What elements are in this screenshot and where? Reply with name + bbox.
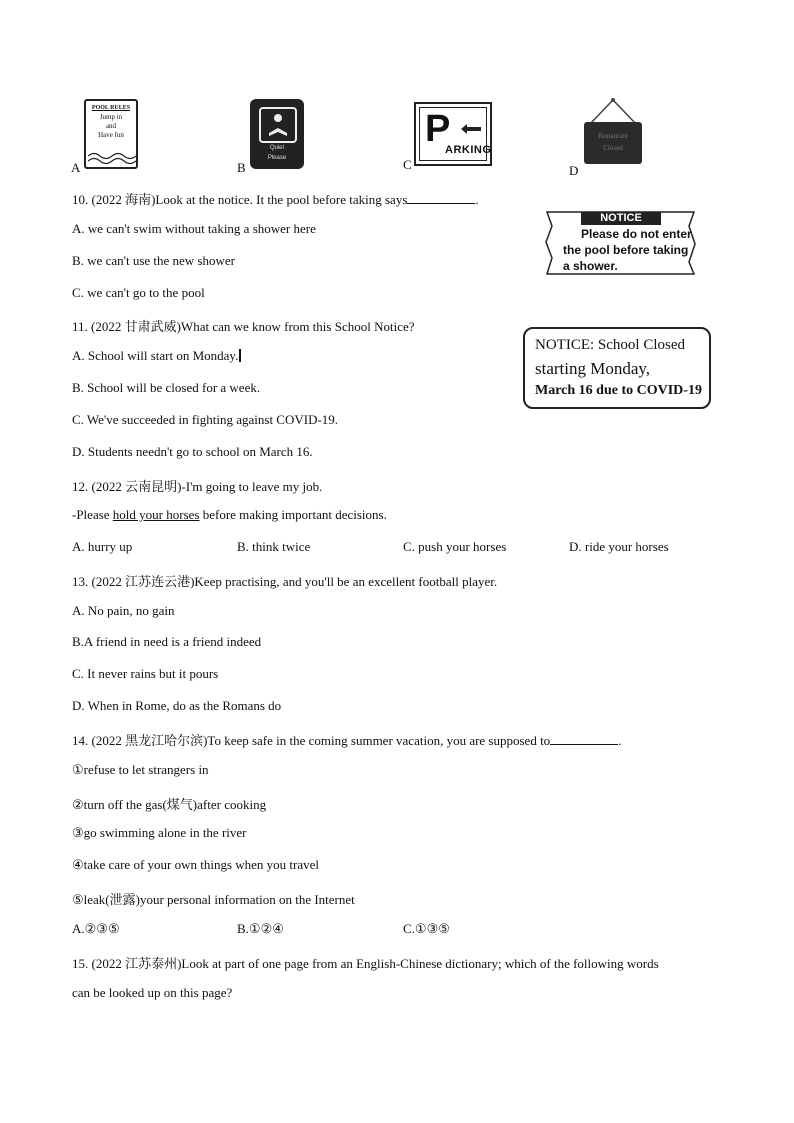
q12-option-b[interactable]: B. think twice <box>237 539 311 554</box>
notice-line: the pool before taking <box>563 243 689 257</box>
text-cursor <box>239 349 241 362</box>
q10-option-a[interactable]: A. we can't swim without taking a shower here <box>72 221 316 236</box>
q14-item-5: ⑤leak(泄露)your personal information on the Internet <box>72 892 355 907</box>
q14-item-4: ④take care of your own things when you travel <box>72 857 320 872</box>
image-label-c: C <box>403 157 412 172</box>
notice-line: March 16 due to COVID-19 <box>535 383 702 398</box>
please-text: Please <box>267 155 287 161</box>
q12-line-2 <box>72 507 387 523</box>
q13-option-c[interactable]: C. It never rains but it pours <box>72 666 219 681</box>
q10-stem-end: . <box>475 192 479 207</box>
pool-notice-image <box>543 208 698 278</box>
q12-option-a[interactable]: A. hurry up <box>72 539 133 554</box>
q10-stem-text: 10. (2022 海南)Look at the notice. It the pool before taking says <box>72 192 408 207</box>
q14-option-a[interactable]: A.②③⑤ <box>72 921 120 936</box>
q14-item-1: ①refuse to let strangers in <box>72 762 209 777</box>
question-11-stem: 11. (2022 甘肃武威)What can we know from this School Notice? <box>72 319 415 334</box>
q12-option-d[interactable]: D. ride your horses <box>569 539 669 554</box>
q14-option-c[interactable]: C.①③⑤ <box>403 921 450 936</box>
wave-icon <box>88 151 136 165</box>
q13-option-b[interactable]: B.A friend in need is a friend indeed <box>72 634 262 649</box>
q12-underlined-phrase: hold your horses <box>112 507 200 522</box>
image-label-b: B <box>237 160 246 175</box>
answer-blank[interactable] <box>407 192 475 204</box>
quiet-please-sign <box>250 99 304 169</box>
notice-line: starting Monday, <box>535 359 651 378</box>
parking-p-letter: P <box>425 108 451 150</box>
q10-option-b[interactable]: B. we can't use the new shower <box>72 253 235 268</box>
q11-option-b[interactable]: B. School will be closed for a week. <box>72 380 261 395</box>
question-15-line-1: 15. (2022 江苏泰州)Look at part of one page from an English-Chinese dictionary; which of the following words <box>72 956 659 971</box>
notice-line: NOTICE: School Closed <box>535 337 685 353</box>
arrow-left-icon <box>460 123 482 135</box>
q13-option-d[interactable]: D. When in Rome, do as the Romans do <box>72 698 282 713</box>
parking-word: ARKING <box>445 144 492 156</box>
pool-rules-sign <box>84 99 138 169</box>
notice-line: Please do not enter <box>581 227 692 241</box>
question-14-stem <box>72 730 621 749</box>
image-label-a: A <box>71 160 81 175</box>
q14-stem-text: 14. (2022 黑龙江哈尔滨)To keep safe in the coming summer vacation, you are supposed to <box>72 733 551 748</box>
pool-rules-line: Jump in <box>99 113 123 121</box>
q12-line2-pre: -Please <box>72 507 113 522</box>
q10-option-c[interactable]: C. we can't go to the pool <box>72 285 205 300</box>
q11-option-d[interactable]: D. Students needn't go to school on March 16. <box>72 444 313 459</box>
question-12-stem: 12. (2022 云南昆明)-I'm going to leave my job. <box>72 479 323 494</box>
q14-option-b[interactable]: B.①②④ <box>237 921 284 936</box>
question-10-stem <box>72 189 479 208</box>
notice-header: NOTICE <box>581 212 661 225</box>
q14-stem-end: . <box>618 733 622 748</box>
q11-option-c[interactable]: C. We've succeeded in fighting against COVID-19. <box>72 412 339 427</box>
question-13-stem: 13. (2022 江苏连云港)Keep practising, and you'll be an excellent football player. <box>72 574 498 589</box>
pool-rules-line: and <box>105 122 117 130</box>
closed-text: Closed <box>603 144 623 152</box>
answer-blank[interactable] <box>550 733 618 745</box>
question-15-line-2: can be looked up on this page? <box>72 985 233 1000</box>
q11-option-a-text: A. School will start on Monday. <box>72 348 239 363</box>
q11-option-a[interactable] <box>72 348 241 364</box>
restaurant-text: Restaurant <box>598 132 628 140</box>
q14-item-2: ②turn off the gas(煤气)after cooking <box>72 797 267 812</box>
reading-person-icon <box>259 107 297 143</box>
q12-line2-post: before making important decisions. <box>199 507 387 522</box>
parking-sign <box>414 102 492 166</box>
school-notice-image <box>523 327 711 409</box>
quiet-text: Quiet <box>269 145 285 151</box>
q13-option-a[interactable]: A. No pain, no gain <box>72 603 175 618</box>
image-label-d: D <box>569 163 579 178</box>
pool-rules-title: POOL RULES <box>91 105 131 111</box>
q14-item-3: ③go swimming alone in the river <box>72 825 247 840</box>
notice-line: a shower. <box>563 259 618 273</box>
restaurant-closed-sign <box>582 96 646 176</box>
q12-option-c[interactable]: C. push your horses <box>403 539 507 554</box>
pool-rules-line: Have fun <box>98 131 124 139</box>
